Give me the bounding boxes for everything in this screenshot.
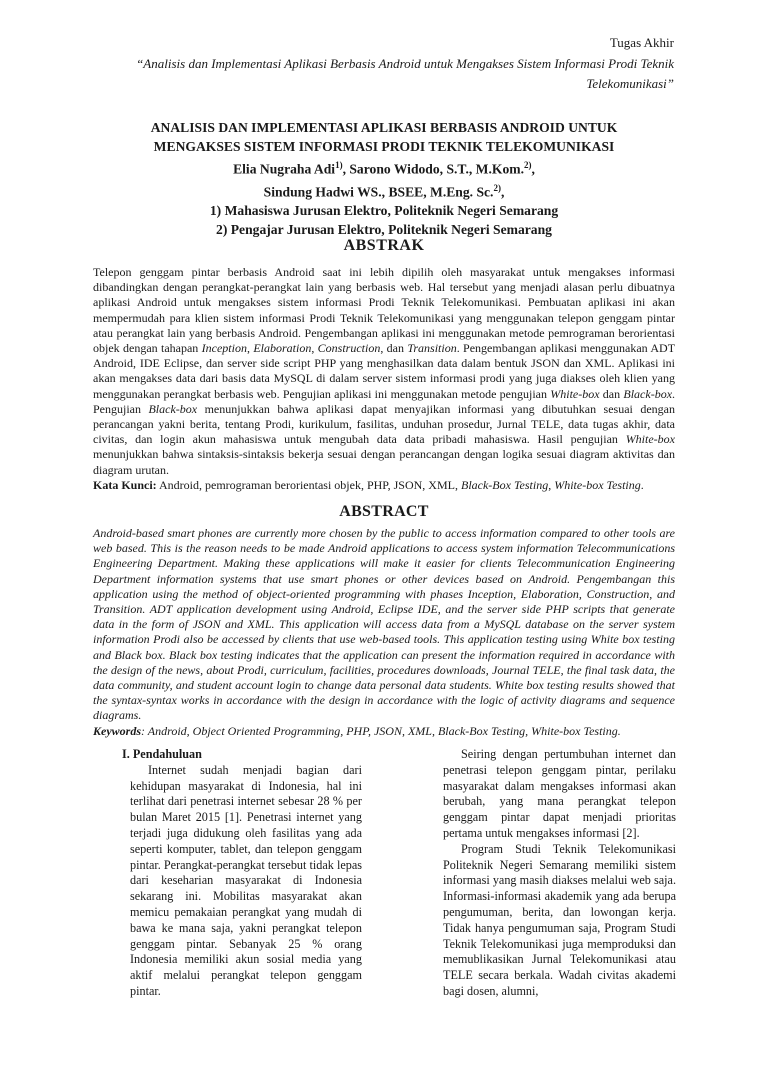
paper-title-block	[93, 119, 675, 239]
paper-title-line2: MENGAKSES SISTEM INFORMASI PRODI TEKNIK TELEKOMUNIKASI	[153, 138, 615, 154]
paragraph: Program Studi Teknik Telekomunikasi Politeknik Negeri Semarang memiliki sistem informasi yang masih diakses melalui web saja. Informasi-informasi akademik yang ada berupa pengumuman, berita, dan lowongan kerja. Tidak hanya pengumuman saja, Program Studi Teknik Telekomunikasi juga memproduksi dan memublikasikan Jurnal Telekomunikasi atau TELE secara berkala. Wadah civitas akademi bagi dosen, alumni,	[443, 841, 676, 998]
affiliation-1: 1) Mahasiswa Jurusan Elektro, Politeknik Negeri Semarang	[209, 203, 559, 219]
abstrak-heading: ABSTRAK	[343, 237, 425, 254]
keywords-label: Keywords	[93, 723, 141, 738]
header-label: Tugas Akhir	[609, 35, 674, 50]
abstract-body: Android-based smart phones are currently more chosen by the public to access information compared to other tools are web based. This is the reason needs to be made Android applications to access system information Telecommunications Engineering Department. Making these applications will make it easier for clients Telecommunication Engineering Department information systems that use smart phones or other devices based on Android. Pengembangan this application using the method of object-oriented programming with phases Inception, Elaboration, Construction, and Transition. ADT application development using Android, Eclipse IDE, and the server side PHP scripts that generate data in the form of JSON and XML. This application will access data from a MySQL database on the server system information Prodi also be accessed by clients that use web-based tools. This application testing using White box testing and Black box. Black box testing indicates that the application can present the information required in accordance with the design of the news, about Prodi, curriculum, facilities, procedures downloads, Journal TELE, the final task data, the data community, and student account login to change data personal data students. White box testing results showed that the syntax-syntax works in accordance with the design in accordance with the logic of activity diagrams and sequence diagrams. Keywords: Android, Object Oriented Programming, PHP, JSON, XML, Black-Box Testing, White-box Testing.	[93, 526, 675, 738]
paragraph: Seiring dengan pertumbuhan internet dan penetrasi telepon genggam pintar, perilaku masyarakat dalam mengakses informasi akan berubah, yang mana perangkat telepon genggam pintar dapat menjadi prioritas pertama untuk mengakses informasi [2].	[443, 747, 676, 840]
kata-kunci-label: Kata Kunci:	[93, 477, 157, 492]
abstract-heading: ABSTRACT	[339, 503, 429, 520]
section-title: I. Pendahuluan	[122, 747, 202, 761]
paragraph: Internet sudah menjadi bagian dari kehidupan masyarakat di Indonesia, hal ini terlihat dari penetrasi internet sebesar 28 % per bulan Maret 2015 [1]. Penetrasi internet yang terjadi juga didukung oleh fasilitas yang ada seperti komputer, tablet, dan telepon genggam pintar. Perangkat-perangkat tersebut tidak lepas dari keseharian masyarakat di Indonesia sekarang ini. Mobilitas masyarakat akan memicu pemakaian perangkat yang mudah di bawa ke mana saja, yakni perangkat telepon genggam pintar. Sebanyak 25 % orang Indonesia memiliki akun sosial media yang aktif melalui perangkat telepon genggam pintar.	[130, 762, 362, 998]
authors-line1: Elia Nugraha Adi$^{1)}$, Sarono Widodo, S.T., M.Kom.$^{2)}$,	[233, 160, 535, 177]
header-title: “Analisis dan Implementasi Aplikasi Berbasis Android untuk Mengakses Sistem Informasi Prodi Teknik Telekomunikasi”	[136, 56, 674, 91]
affiliation-2: 2) Pengajar Jurusan Elektro, Politeknik Negeri Semarang	[216, 221, 552, 237]
left-column	[122, 747, 362, 1000]
right-column	[443, 747, 676, 1000]
paper-title-line1: ANALISIS DAN IMPLEMENTASI APLIKASI BERBASIS ANDROID UNTUK	[150, 120, 618, 135]
abstrak-body: Telepon genggam pintar berbasis Android saat ini lebih dipilih oleh masyarakat untuk mengakses informasi dibandingkan dengan perangkat-perangkat lain yang berbasis web. Hal tersebut yang menjadi alasan perlu dibuatnya aplikasi Android untuk mengakses sistem informasi Prodi Teknik Telekomunikasi. Pembuatan aplikasi ini akan mempermudah para klien sistem informasi Prodi Teknik Telekomunikasi yang menggunakan telepon genggam pintar atau perangkat lain yang berbasis Android. Pengembangan aplikasi ini menggunakan metode pemrograman berorientasi objek dengan tahapan Inception, Elaboration, Construction, dan Transition. Pengembangan aplikasi menggunakan ADT Android, IDE Eclipse, dan server side script PHP yang menghasilkan data dalam bentuk JSON dan XML. Aplikasi ini akan mengakses data dari basis data MySQL di dalam server sistem informasi prodi yang juga diakses oleh klien yang menggunakan perangkat berbasis web. Pengujian aplikasi ini menggunakan metode pengujian White-box dan Black-box. Pengujian Black-box menunjukkan bahwa aplikasi dapat menyajikan informasi yang dibutuhkan sesuai dengan perancangan yakni berita, tentang Prodi, kurikulum, fasilitas, unduhan prosedur, Jurnal TELE, data tugas akhir, data civitas, dan login akun mahasiswa untuk mengubah data data pribadi mahasiswa. Hasil pengujian White-box menunjukkan bahwa sintaksis-sintaksis bekerja sesuai dengan perancangan dengan logika sesuai diagram aktivitas dan diagram urutan. Kata Kunci: Android, pemrograman berorientasi objek, PHP, JSON, XML, Black-Box Testing, White-box Testing.	[93, 265, 676, 492]
authors-line2: Sindung Hadwi WS., BSEE, M.Eng. Sc.$^{2)}$,	[263, 183, 505, 200]
